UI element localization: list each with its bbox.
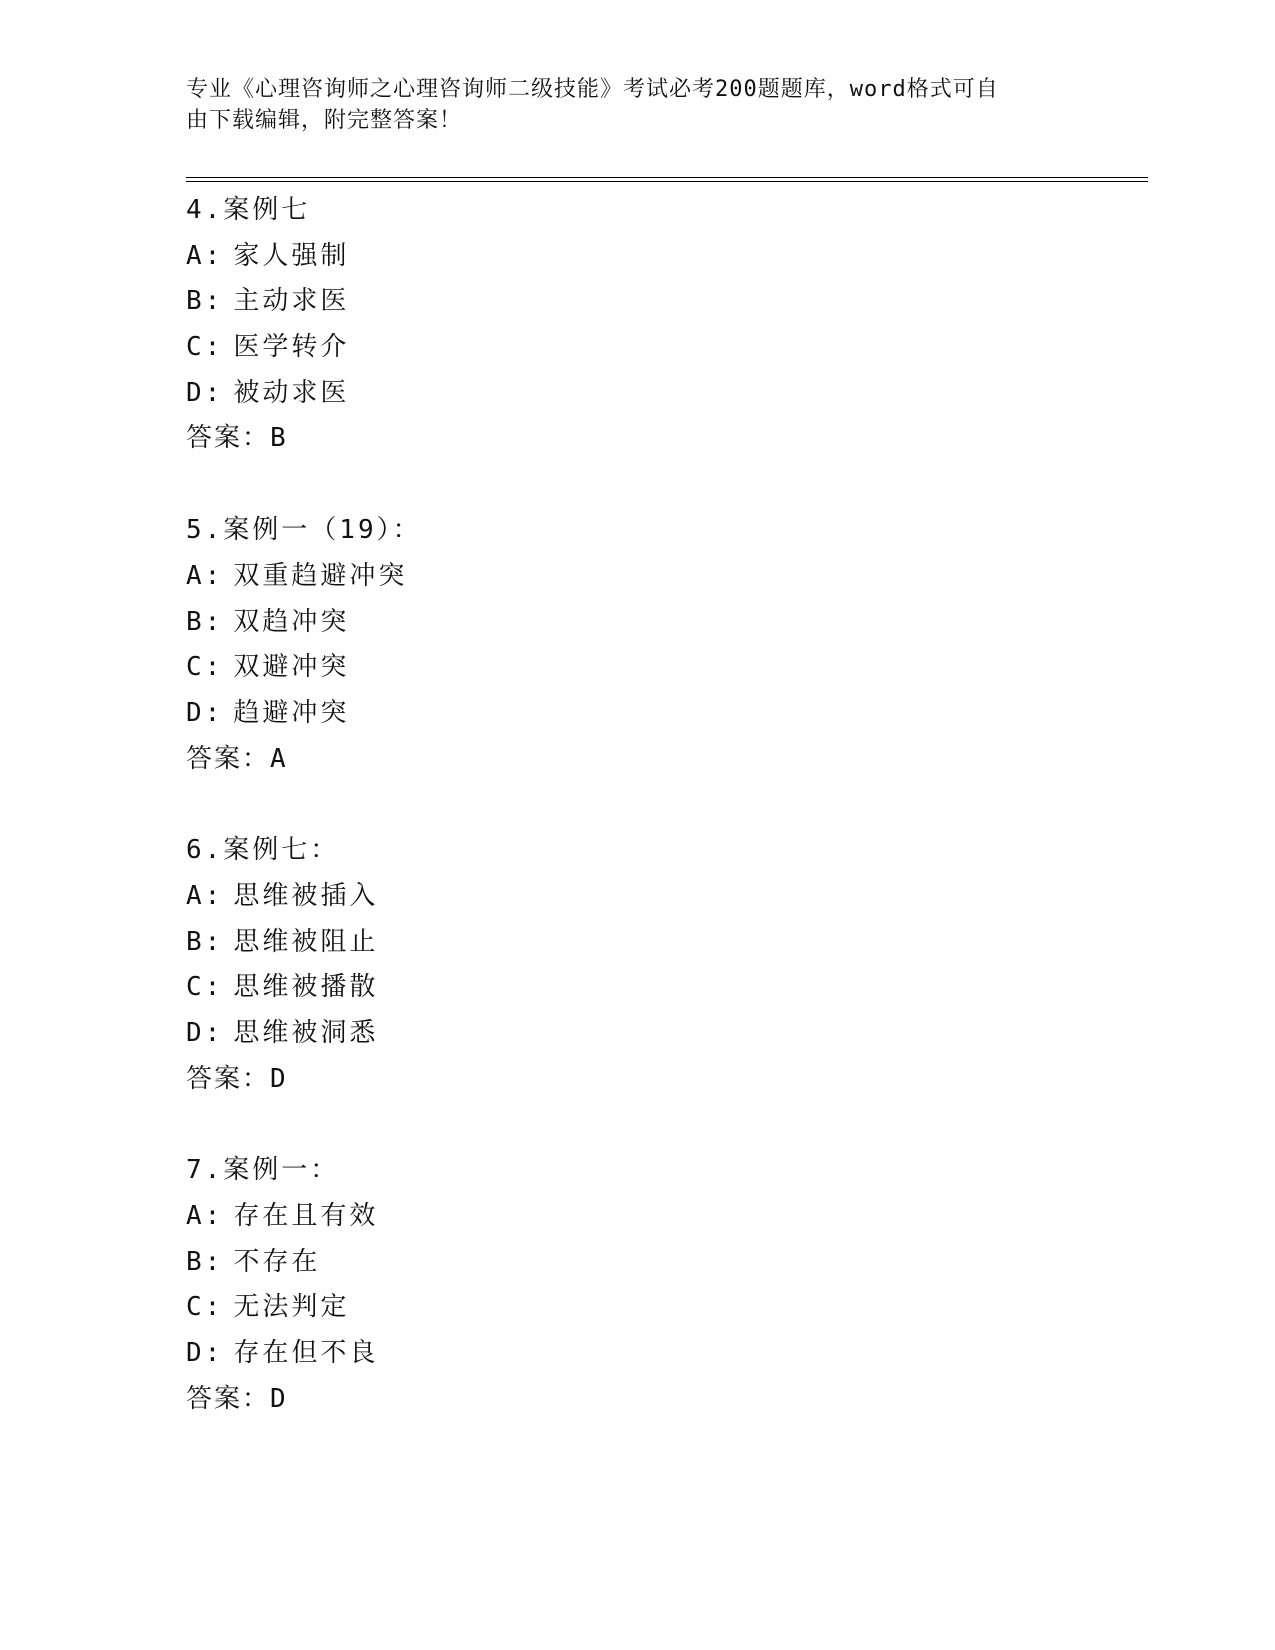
header-divider-bottom bbox=[186, 181, 1148, 182]
option-d bbox=[186, 1331, 1086, 1377]
answer-line bbox=[186, 737, 1086, 783]
option-c bbox=[186, 325, 1086, 371]
option-text: 存在但不良 bbox=[233, 1338, 379, 1369]
answer-label: 答案： bbox=[186, 1063, 271, 1094]
option-text: 无法判定 bbox=[233, 1292, 350, 1323]
option-text: 双趋冲突 bbox=[233, 606, 350, 637]
header-divider-top bbox=[186, 177, 1148, 178]
option-key: C: bbox=[186, 652, 224, 683]
option-text: 医学转介 bbox=[233, 332, 350, 363]
option-key: D: bbox=[186, 1338, 224, 1369]
option-b bbox=[186, 1240, 1086, 1286]
option-key: A: bbox=[186, 880, 224, 911]
option-key: C: bbox=[186, 332, 224, 363]
option-c bbox=[186, 645, 1086, 691]
option-key: C: bbox=[186, 972, 224, 1003]
option-text: 思维被插入 bbox=[233, 880, 379, 911]
option-d bbox=[186, 371, 1086, 417]
option-b bbox=[186, 920, 1086, 966]
option-key: D: bbox=[186, 697, 224, 728]
answer-value: D bbox=[270, 1383, 288, 1414]
question-item bbox=[186, 188, 1086, 462]
option-a bbox=[186, 554, 1086, 600]
question-title: 4.案例七 bbox=[186, 195, 311, 225]
option-key: B: bbox=[186, 1246, 224, 1277]
option-key: A: bbox=[186, 240, 224, 271]
option-key: B: bbox=[186, 606, 224, 637]
header-line-1: 专业《心理咨询师之心理咨询师二级技能》考试必考200题题库，word格式可自 bbox=[186, 77, 999, 102]
option-text: 双重趋避冲突 bbox=[233, 560, 408, 591]
option-d bbox=[186, 691, 1086, 737]
document-header bbox=[186, 74, 1066, 136]
option-a bbox=[186, 1194, 1086, 1240]
option-key: D: bbox=[186, 377, 224, 408]
option-a bbox=[186, 874, 1086, 920]
option-key: A: bbox=[186, 560, 224, 591]
option-text: 趋避冲突 bbox=[233, 697, 350, 728]
answer-label: 答案： bbox=[186, 423, 271, 454]
question-list bbox=[186, 188, 1086, 1469]
question-title: 6.案例七： bbox=[186, 835, 340, 866]
option-text: 双避冲突 bbox=[233, 652, 350, 683]
answer-label: 答案： bbox=[186, 743, 271, 774]
option-d bbox=[186, 1011, 1086, 1057]
question-title: 7.案例一： bbox=[186, 1155, 340, 1186]
answer-value: D bbox=[270, 1063, 288, 1094]
question-item bbox=[186, 508, 1086, 782]
answer-line bbox=[186, 1377, 1086, 1423]
option-a bbox=[186, 234, 1086, 280]
answer-label: 答案： bbox=[186, 1383, 271, 1414]
option-key: A: bbox=[186, 1201, 224, 1232]
question-title: 5.案例一（19）： bbox=[186, 515, 422, 546]
option-b bbox=[186, 279, 1086, 325]
header-line-2: 由下载编辑，附完整答案！ bbox=[186, 108, 463, 133]
answer-value: A bbox=[270, 743, 288, 774]
option-text: 主动求医 bbox=[233, 286, 350, 317]
question-item bbox=[186, 1148, 1086, 1422]
option-text: 存在且有效 bbox=[233, 1201, 379, 1232]
option-key: B: bbox=[186, 926, 224, 957]
option-text: 思维被播散 bbox=[233, 972, 379, 1003]
answer-line bbox=[186, 416, 1086, 462]
option-text: 不存在 bbox=[233, 1246, 321, 1277]
option-key: C: bbox=[186, 1292, 224, 1323]
option-text: 思维被洞悉 bbox=[233, 1018, 379, 1048]
option-c bbox=[186, 1285, 1086, 1331]
answer-line bbox=[186, 1057, 1086, 1103]
option-b bbox=[186, 600, 1086, 646]
option-text: 思维被阻止 bbox=[233, 926, 379, 957]
answer-value: B bbox=[270, 423, 288, 454]
option-text: 被动求医 bbox=[233, 377, 350, 408]
option-key: B: bbox=[186, 286, 224, 317]
option-c bbox=[186, 965, 1086, 1011]
question-item bbox=[186, 828, 1086, 1102]
option-text: 家人强制 bbox=[233, 240, 350, 271]
option-key: D: bbox=[186, 1018, 224, 1048]
